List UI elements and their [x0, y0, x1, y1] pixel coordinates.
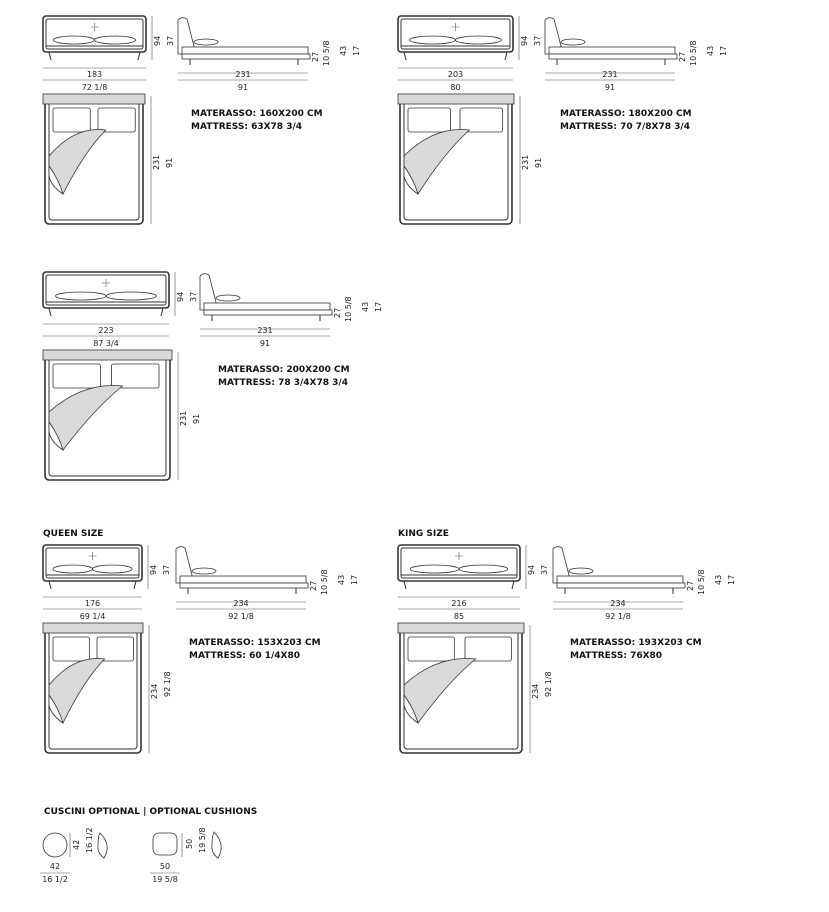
- side-view-mattress: [180, 576, 306, 583]
- bed-model-5: [398, 529, 736, 753]
- round-cushion-width-in: 16 1/2: [42, 875, 68, 884]
- side-seat-height-in: 17: [352, 45, 361, 56]
- plan-view-pillow-left: [53, 364, 101, 388]
- side-depth-in: 91: [259, 339, 271, 348]
- mattress-size-it: MATERASSO: 180X200 CM: [560, 109, 692, 119]
- front-view-leg-right: [512, 581, 514, 589]
- plan-depth-in: 91: [165, 157, 174, 168]
- side-seat-height-in: 17: [727, 574, 736, 585]
- round-cushion-front: [43, 833, 67, 857]
- mattress-size-it: MATERASSO: 160X200 CM: [191, 109, 323, 119]
- front-width-cm: 183: [86, 70, 103, 79]
- plan-view-duvet-fold: [49, 386, 123, 450]
- plan-view-headboard: [43, 94, 145, 104]
- square-cushion-side: [212, 832, 221, 858]
- mattress-size-en: MATTRESS: 60 1/4X80: [189, 651, 301, 661]
- side-view-base: [180, 583, 308, 588]
- front-view-pillow-left: [53, 565, 93, 573]
- front-width-cm: 176: [84, 599, 101, 608]
- bed-model-3: [43, 272, 383, 480]
- plan-view-headboard: [398, 623, 524, 633]
- side-bed-height-cm: 27: [311, 51, 320, 62]
- mattress-size-en: MATTRESS: 63X78 3/4: [191, 122, 303, 132]
- square-cushion-width-in: 19 5/8: [152, 875, 178, 884]
- plan-depth-cm: 231: [152, 154, 161, 170]
- front-view-pillow-right: [93, 565, 133, 573]
- side-depth-cm: 231: [257, 326, 273, 335]
- round-cushion-side: [98, 833, 107, 858]
- side-view-mattress: [549, 47, 675, 54]
- mattress-size-it: MATERASSO: 153X203 CM: [189, 638, 321, 648]
- front-view-pillow-right: [456, 36, 502, 44]
- plan-depth-cm: 234: [150, 683, 159, 699]
- front-width-in: 80: [450, 83, 461, 92]
- side-view-base: [557, 583, 685, 588]
- side-view-pillow: [194, 39, 218, 45]
- front-view-pillow-right: [459, 565, 508, 573]
- front-view-leg-right: [161, 308, 163, 316]
- front-view-leg-left: [49, 581, 51, 589]
- front-view-headboard: [43, 272, 169, 308]
- bed-size-title: QUEEN SIZE: [43, 529, 104, 539]
- front-width-cm: 203: [447, 70, 464, 79]
- front-view-pillow-left: [56, 292, 106, 300]
- side-depth-cm: 231: [602, 70, 618, 79]
- side-seat-height-cm: 43: [337, 574, 346, 585]
- side-view-base: [549, 54, 677, 59]
- side-depth-cm: 231: [235, 70, 251, 79]
- front-view-center-mark: [91, 23, 99, 31]
- front-view-leg-right: [138, 52, 140, 60]
- plan-view-pillow-right: [97, 637, 133, 661]
- bed-model-1: [43, 16, 361, 224]
- front-height-in: 37: [533, 35, 542, 46]
- front-view-center-mark: [452, 23, 460, 31]
- side-view-mattress: [557, 576, 683, 583]
- front-view-leg-left: [49, 308, 51, 316]
- plan-depth-cm: 231: [179, 410, 188, 426]
- plan-depth-in: 92 1/8: [163, 671, 172, 697]
- front-view-center-mark: [455, 552, 463, 560]
- side-seat-height-cm: 43: [706, 45, 715, 56]
- side-bed-height-in: 10 5/8: [344, 296, 353, 322]
- plan-view-headboard: [398, 94, 514, 104]
- front-height-cm: 94: [149, 564, 158, 575]
- plan-view-headboard: [43, 350, 172, 360]
- front-view-leg-right: [134, 581, 136, 589]
- mattress-size-it: MATERASSO: 200X200 CM: [218, 365, 350, 375]
- side-view-mattress: [182, 47, 308, 54]
- front-height-cm: 94: [520, 35, 529, 46]
- side-bed-height-cm: 27: [333, 307, 342, 318]
- bed-size-title: KING SIZE: [398, 529, 449, 539]
- plan-view-pillow-right: [112, 364, 160, 388]
- square-cushion-height-cm: 50: [185, 838, 194, 849]
- front-view-headboard: [398, 16, 513, 52]
- front-width-cm: 216: [451, 599, 467, 608]
- front-width-cm: 223: [98, 326, 114, 335]
- front-view-pillow-left: [410, 36, 456, 44]
- round-cushion-width-cm: 42: [49, 862, 61, 871]
- side-bed-height-cm: 27: [686, 580, 695, 591]
- front-width-in: 87 3/4: [93, 339, 119, 348]
- side-seat-height-in: 17: [719, 45, 728, 56]
- front-view-headboard: [43, 16, 146, 52]
- front-height-in: 37: [540, 564, 549, 575]
- plan-view-pillow-right: [460, 108, 503, 132]
- mattress-size-en: MATTRESS: 78 3/4X78 3/4: [218, 378, 348, 388]
- side-depth-in: 92 1/8: [605, 612, 631, 621]
- side-seat-height-cm: 43: [714, 574, 723, 585]
- front-height-in: 37: [189, 291, 198, 302]
- side-view-pillow: [561, 39, 585, 45]
- mattress-size-en: MATTRESS: 70 7/8X78 3/4: [560, 122, 690, 132]
- optional-cushions: [40, 807, 257, 884]
- plan-depth-cm: 231: [521, 154, 530, 170]
- plan-depth-in: 91: [534, 157, 543, 168]
- plan-view-pillow-left: [408, 637, 454, 661]
- side-view-pillow: [569, 568, 593, 574]
- front-height-in: 37: [166, 35, 175, 46]
- plan-view-pillow-left: [53, 637, 89, 661]
- side-depth-cm: 234: [610, 599, 626, 608]
- front-view-pillow-right: [106, 292, 156, 300]
- side-view-base: [182, 54, 310, 59]
- side-view-pillow: [216, 295, 240, 301]
- square-cushion-height-in: 19 5/8: [198, 827, 207, 853]
- front-view-pillow-right: [95, 36, 136, 44]
- side-bed-height-in: 10 5/8: [322, 40, 331, 66]
- round-cushion-height-cm: 42: [72, 839, 81, 850]
- side-bed-height-in: 10 5/8: [689, 40, 698, 66]
- mattress-size-en: MATTRESS: 76X80: [570, 651, 663, 661]
- front-view-leg-left: [404, 581, 406, 589]
- mattress-size-it: MATERASSO: 193X203 CM: [570, 638, 702, 648]
- plan-depth-cm: 234: [531, 683, 540, 699]
- front-view-leg-right: [505, 52, 507, 60]
- side-depth-cm: 234: [233, 599, 249, 608]
- plan-depth-in: 91: [192, 413, 201, 424]
- front-view-leg-left: [49, 52, 51, 60]
- side-bed-height-cm: 27: [678, 51, 687, 62]
- plan-depth-in: 92 1/8: [544, 671, 553, 697]
- front-height-cm: 94: [176, 291, 185, 302]
- side-bed-height-in: 10 5/8: [320, 569, 329, 595]
- square-cushion-front: [153, 833, 177, 855]
- side-depth-in: 92 1/8: [228, 612, 254, 621]
- front-view-center-mark: [102, 279, 110, 287]
- plan-view-headboard: [43, 623, 143, 633]
- side-view-base: [204, 310, 332, 315]
- front-view-headboard: [43, 545, 142, 581]
- side-seat-height-in: 17: [374, 301, 383, 312]
- side-bed-height-in: 10 5/8: [697, 569, 706, 595]
- front-view-leg-left: [404, 52, 406, 60]
- side-seat-height-cm: 43: [339, 45, 348, 56]
- side-depth-in: 91: [237, 83, 249, 92]
- front-width-in: 72 1/8: [81, 83, 108, 92]
- front-width-in: 69 1/4: [79, 612, 106, 621]
- front-height-cm: 94: [153, 35, 162, 46]
- bed-model-2: [398, 16, 728, 224]
- front-width-in: 85: [453, 612, 465, 621]
- plan-view-pillow-left: [408, 108, 451, 132]
- front-view-pillow-left: [410, 565, 459, 573]
- side-depth-in: 91: [604, 83, 616, 92]
- side-view-pillow: [192, 568, 216, 574]
- side-seat-height-cm: 43: [361, 301, 370, 312]
- side-seat-height-in: 17: [350, 574, 359, 585]
- side-view-mattress: [204, 303, 330, 310]
- plan-view-pillow-right: [465, 637, 511, 661]
- plan-view-pillow-right: [98, 108, 135, 132]
- front-height-cm: 94: [527, 564, 536, 575]
- round-cushion-height-in: 16 1/2: [85, 827, 94, 853]
- square-cushion-width-cm: 50: [159, 862, 171, 871]
- front-view-pillow-left: [53, 36, 94, 44]
- cushions-title: CUSCINI OPTIONAL | OPTIONAL CUSHIONS: [44, 807, 258, 817]
- front-height-in: 37: [162, 564, 171, 575]
- front-view-headboard: [398, 545, 520, 581]
- side-bed-height-cm: 27: [309, 580, 318, 591]
- plan-view-pillow-left: [53, 108, 90, 132]
- bed-model-4: [43, 529, 359, 753]
- front-view-center-mark: [89, 552, 97, 560]
